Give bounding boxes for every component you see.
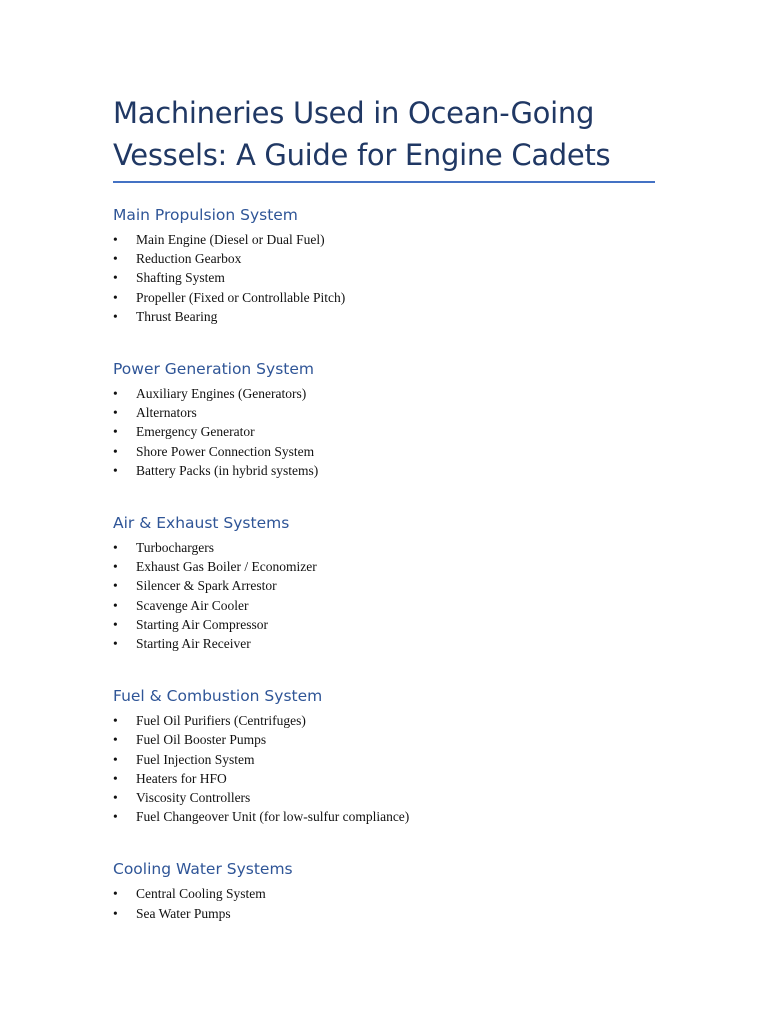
bullet-icon: • <box>113 578 118 594</box>
list-item-text: Shore Power Connection System <box>136 443 315 459</box>
bullet-icon: • <box>113 270 118 286</box>
bullet-icon: • <box>113 790 118 806</box>
list-item <box>113 557 655 576</box>
list-item <box>113 442 655 461</box>
bullet-list <box>113 711 655 826</box>
list-item <box>113 307 655 326</box>
list-item <box>113 288 655 307</box>
list-item <box>113 769 655 788</box>
bullet-icon: • <box>113 905 118 921</box>
list-item <box>113 788 655 807</box>
list-item-text: Auxiliary Engines (Generators) <box>136 386 307 402</box>
document-title: Machineries Used in Ocean-Going Vessels: A Guide for Engine Cadets <box>113 96 611 172</box>
bullet-list <box>113 884 655 922</box>
section-heading: Main Propulsion System <box>113 206 298 224</box>
list-item <box>113 538 655 557</box>
bullet-icon: • <box>113 886 118 902</box>
list-item-text: Reduction Gearbox <box>136 251 242 267</box>
list-item-text: Fuel Injection System <box>136 751 255 767</box>
section-air-exhaust-systems <box>113 513 655 653</box>
bullet-icon: • <box>113 232 118 247</box>
bullet-icon: • <box>113 386 118 402</box>
list-item-text: Starting Air Receiver <box>136 636 251 652</box>
section-cooling-water-systems <box>113 859 655 922</box>
bullet-icon: • <box>113 424 118 440</box>
list-item-text: Fuel Oil Purifiers (Centrifuges) <box>136 713 306 729</box>
bullet-icon: • <box>113 559 118 575</box>
section-heading: Fuel & Combustion System <box>113 687 323 706</box>
list-item <box>113 461 655 480</box>
bullet-list <box>113 384 655 480</box>
list-item-text: Shafting System <box>136 270 225 286</box>
section-fuel-combustion-system <box>113 686 655 826</box>
list-item-text: Fuel Oil Booster Pumps <box>136 732 267 748</box>
list-item <box>113 249 655 268</box>
document-page <box>113 92 655 923</box>
list-item <box>113 904 655 923</box>
list-item-text: Starting Air Compressor <box>136 616 268 632</box>
list-item-text: Propeller (Fixed or Controllable Pitch) <box>136 289 346 305</box>
bullet-icon: • <box>113 809 118 825</box>
list-item-text: Battery Packs (in hybrid systems) <box>136 462 319 478</box>
list-item-text: Emergency Generator <box>136 424 255 440</box>
list-item <box>113 730 655 749</box>
bullet-icon: • <box>113 443 118 459</box>
bullet-icon: • <box>113 751 118 767</box>
list-item <box>113 422 655 441</box>
bullet-icon: • <box>113 540 118 556</box>
section-heading: Power Generation System <box>113 360 314 379</box>
bullet-list <box>113 538 655 653</box>
list-item <box>113 384 655 403</box>
section-power-generation-system <box>113 359 655 480</box>
bullet-icon: • <box>113 616 118 632</box>
bullet-icon: • <box>113 770 118 786</box>
title-underline-rule <box>113 181 655 183</box>
list-item <box>113 807 655 826</box>
list-item <box>113 634 655 653</box>
section-main-propulsion-system <box>113 205 655 326</box>
list-item-text: Silencer & Spark Arrestor <box>136 578 277 594</box>
list-item-text: Exhaust Gas Boiler / Economizer <box>136 559 317 575</box>
list-item <box>113 711 655 730</box>
list-item <box>113 750 655 769</box>
list-item <box>113 576 655 595</box>
list-item <box>113 268 655 287</box>
list-item <box>113 403 655 422</box>
list-item-text: Alternators <box>136 405 197 421</box>
list-item-text: Turbochargers <box>136 540 214 556</box>
list-item-text: Viscosity Controllers <box>136 790 251 806</box>
list-item-text: Thrust Bearing <box>136 308 218 324</box>
bullet-list <box>113 230 655 326</box>
list-item <box>113 230 655 249</box>
list-item-text: Central Cooling System <box>136 886 266 902</box>
bullet-icon: • <box>113 597 118 613</box>
bullet-icon: • <box>113 462 118 478</box>
bullet-icon: • <box>113 308 118 324</box>
sections-container <box>113 205 655 923</box>
bullet-icon: • <box>113 251 118 267</box>
list-item-text: Heaters for HFO <box>136 770 227 786</box>
section-heading: Air & Exhaust Systems <box>113 514 290 533</box>
list-item-text: Sea Water Pumps <box>136 905 231 921</box>
list-item-text: Fuel Changeover Unit (for low-sulfur compliance) <box>136 809 410 825</box>
bullet-icon: • <box>113 289 118 305</box>
bullet-icon: • <box>113 732 118 748</box>
list-item-text: Main Engine (Diesel or Dual Fuel) <box>136 232 325 247</box>
bullet-icon: • <box>113 636 118 652</box>
list-item <box>113 596 655 615</box>
list-item <box>113 615 655 634</box>
bullet-icon: • <box>113 713 118 729</box>
bullet-icon: • <box>113 405 118 421</box>
list-item <box>113 884 655 903</box>
section-heading: Cooling Water Systems <box>113 860 293 879</box>
list-item-text: Scavenge Air Cooler <box>136 597 249 613</box>
